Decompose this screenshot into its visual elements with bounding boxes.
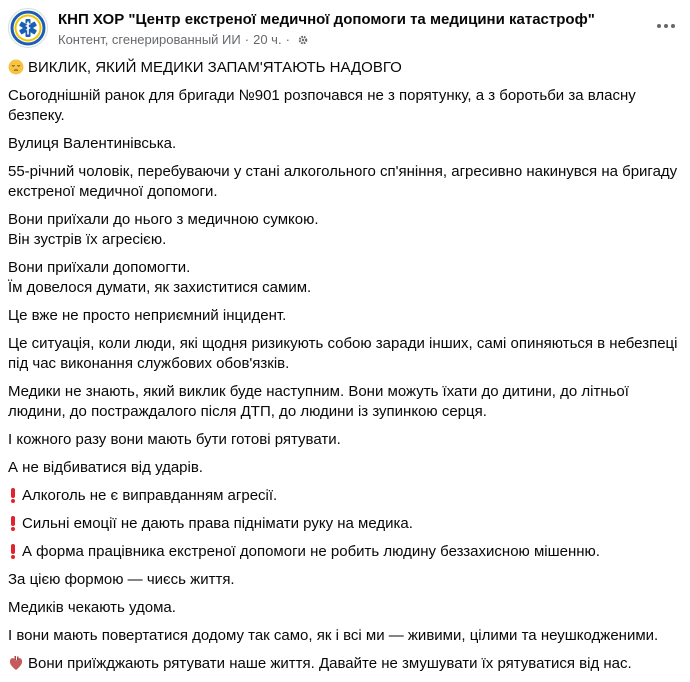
paragraph-5-line-1: Вони приїхали допомогти. [8, 259, 191, 276]
more-horiz-icon [656, 23, 676, 29]
paragraph-11: За цією формою — чиєсь життя. [8, 571, 235, 588]
paragraph-10: А не відбиватися від ударів. [8, 459, 203, 476]
paragraph-12: Медиків чекають удома. [8, 599, 176, 616]
paragraph-5-line-2: Їм довелося думати, як захиститися самим. [8, 279, 312, 296]
bullet-1-text: Алкоголь не є виправданням агресії. [22, 487, 278, 504]
paragraph-3: 55-річний чоловік, перебуваючи у стані алкогольного сп'яніння, агресивно накинувся на бригаду екстреної медичної допомоги. [8, 163, 678, 200]
page-avatar[interactable] [8, 8, 48, 48]
more-options-button[interactable] [650, 10, 682, 42]
paragraph-4-line-1: Вони приїхали до нього з медичною сумкою. [8, 211, 319, 228]
page-name-link[interactable]: КНП ХОР "Центр екстреної медичної допомоги та медицини катастроф" [58, 11, 595, 28]
paragraph-14-text: Вони приїжджають рятувати наше життя. Давайте не змушувати їх рятуватися від нас. [28, 655, 632, 672]
paragraph-7: Це ситуація, коли люди, які щодня ризикують собою заради інших, самі опиняються в небезпеці під час виконання службових обов'язків. [8, 335, 678, 372]
paragraph-6: Це вже не просто неприємний інцидент. [8, 307, 287, 324]
ai-content-label[interactable]: Контент, сгенерированный ИИ [58, 32, 241, 47]
gear-icon[interactable] [297, 34, 309, 46]
anatomical-heart-icon [8, 655, 24, 671]
pensive-face-icon [8, 59, 24, 75]
bullet-1 [8, 486, 680, 506]
bullet-3 [8, 542, 680, 562]
post-timestamp[interactable]: 20 ч. [253, 32, 282, 47]
bullet-2 [8, 514, 680, 534]
paragraph-2: Вулиця Валентинівська. [8, 135, 177, 152]
emergency-logo-icon [9, 9, 47, 47]
paragraph-1: Сьогоднішній ранок для бригади №901 розпочався не з порятунку, а з боротьби за власну безпеку. [8, 87, 636, 124]
paragraph-8: Медики не знають, який виклик буде наступним. Вони можуть їхати до дитини, до літньої людини, до постраждалого після ДТП, до людини із зупинкою серця. [8, 383, 629, 420]
post-header [8, 8, 682, 52]
paragraph-13: І вони мають повертатися додому так само, як і всі ми — живими, цілими та неушкодженими. [8, 627, 659, 644]
paragraph-4-line-2: Він зустрів їх агресією. [8, 231, 167, 248]
red-exclamation-icon [8, 515, 18, 531]
paragraph-14 [8, 654, 680, 674]
post-body [8, 58, 680, 682]
paragraph-4 [8, 210, 680, 250]
post-title [8, 58, 680, 78]
bullet-2-text: Сильні емоції не дають права піднімати руку на медика. [22, 515, 413, 532]
red-exclamation-icon [8, 543, 18, 559]
paragraph-9: І кожного разу вони мають бути готові рятувати. [8, 431, 341, 448]
post-title-text: ВИКЛИК, ЯКИЙ МЕДИКИ ЗАПАМ'ЯТАЮТЬ НАДОВГО [28, 59, 402, 76]
red-exclamation-icon [8, 487, 18, 503]
meta-separator-2: · [285, 32, 290, 47]
post-meta [58, 32, 309, 47]
bullet-3-text: А форма працівника екстреної допомоги не робить людину беззахисною мішенню. [22, 543, 600, 560]
meta-separator: · [244, 32, 250, 47]
paragraph-5 [8, 258, 680, 298]
